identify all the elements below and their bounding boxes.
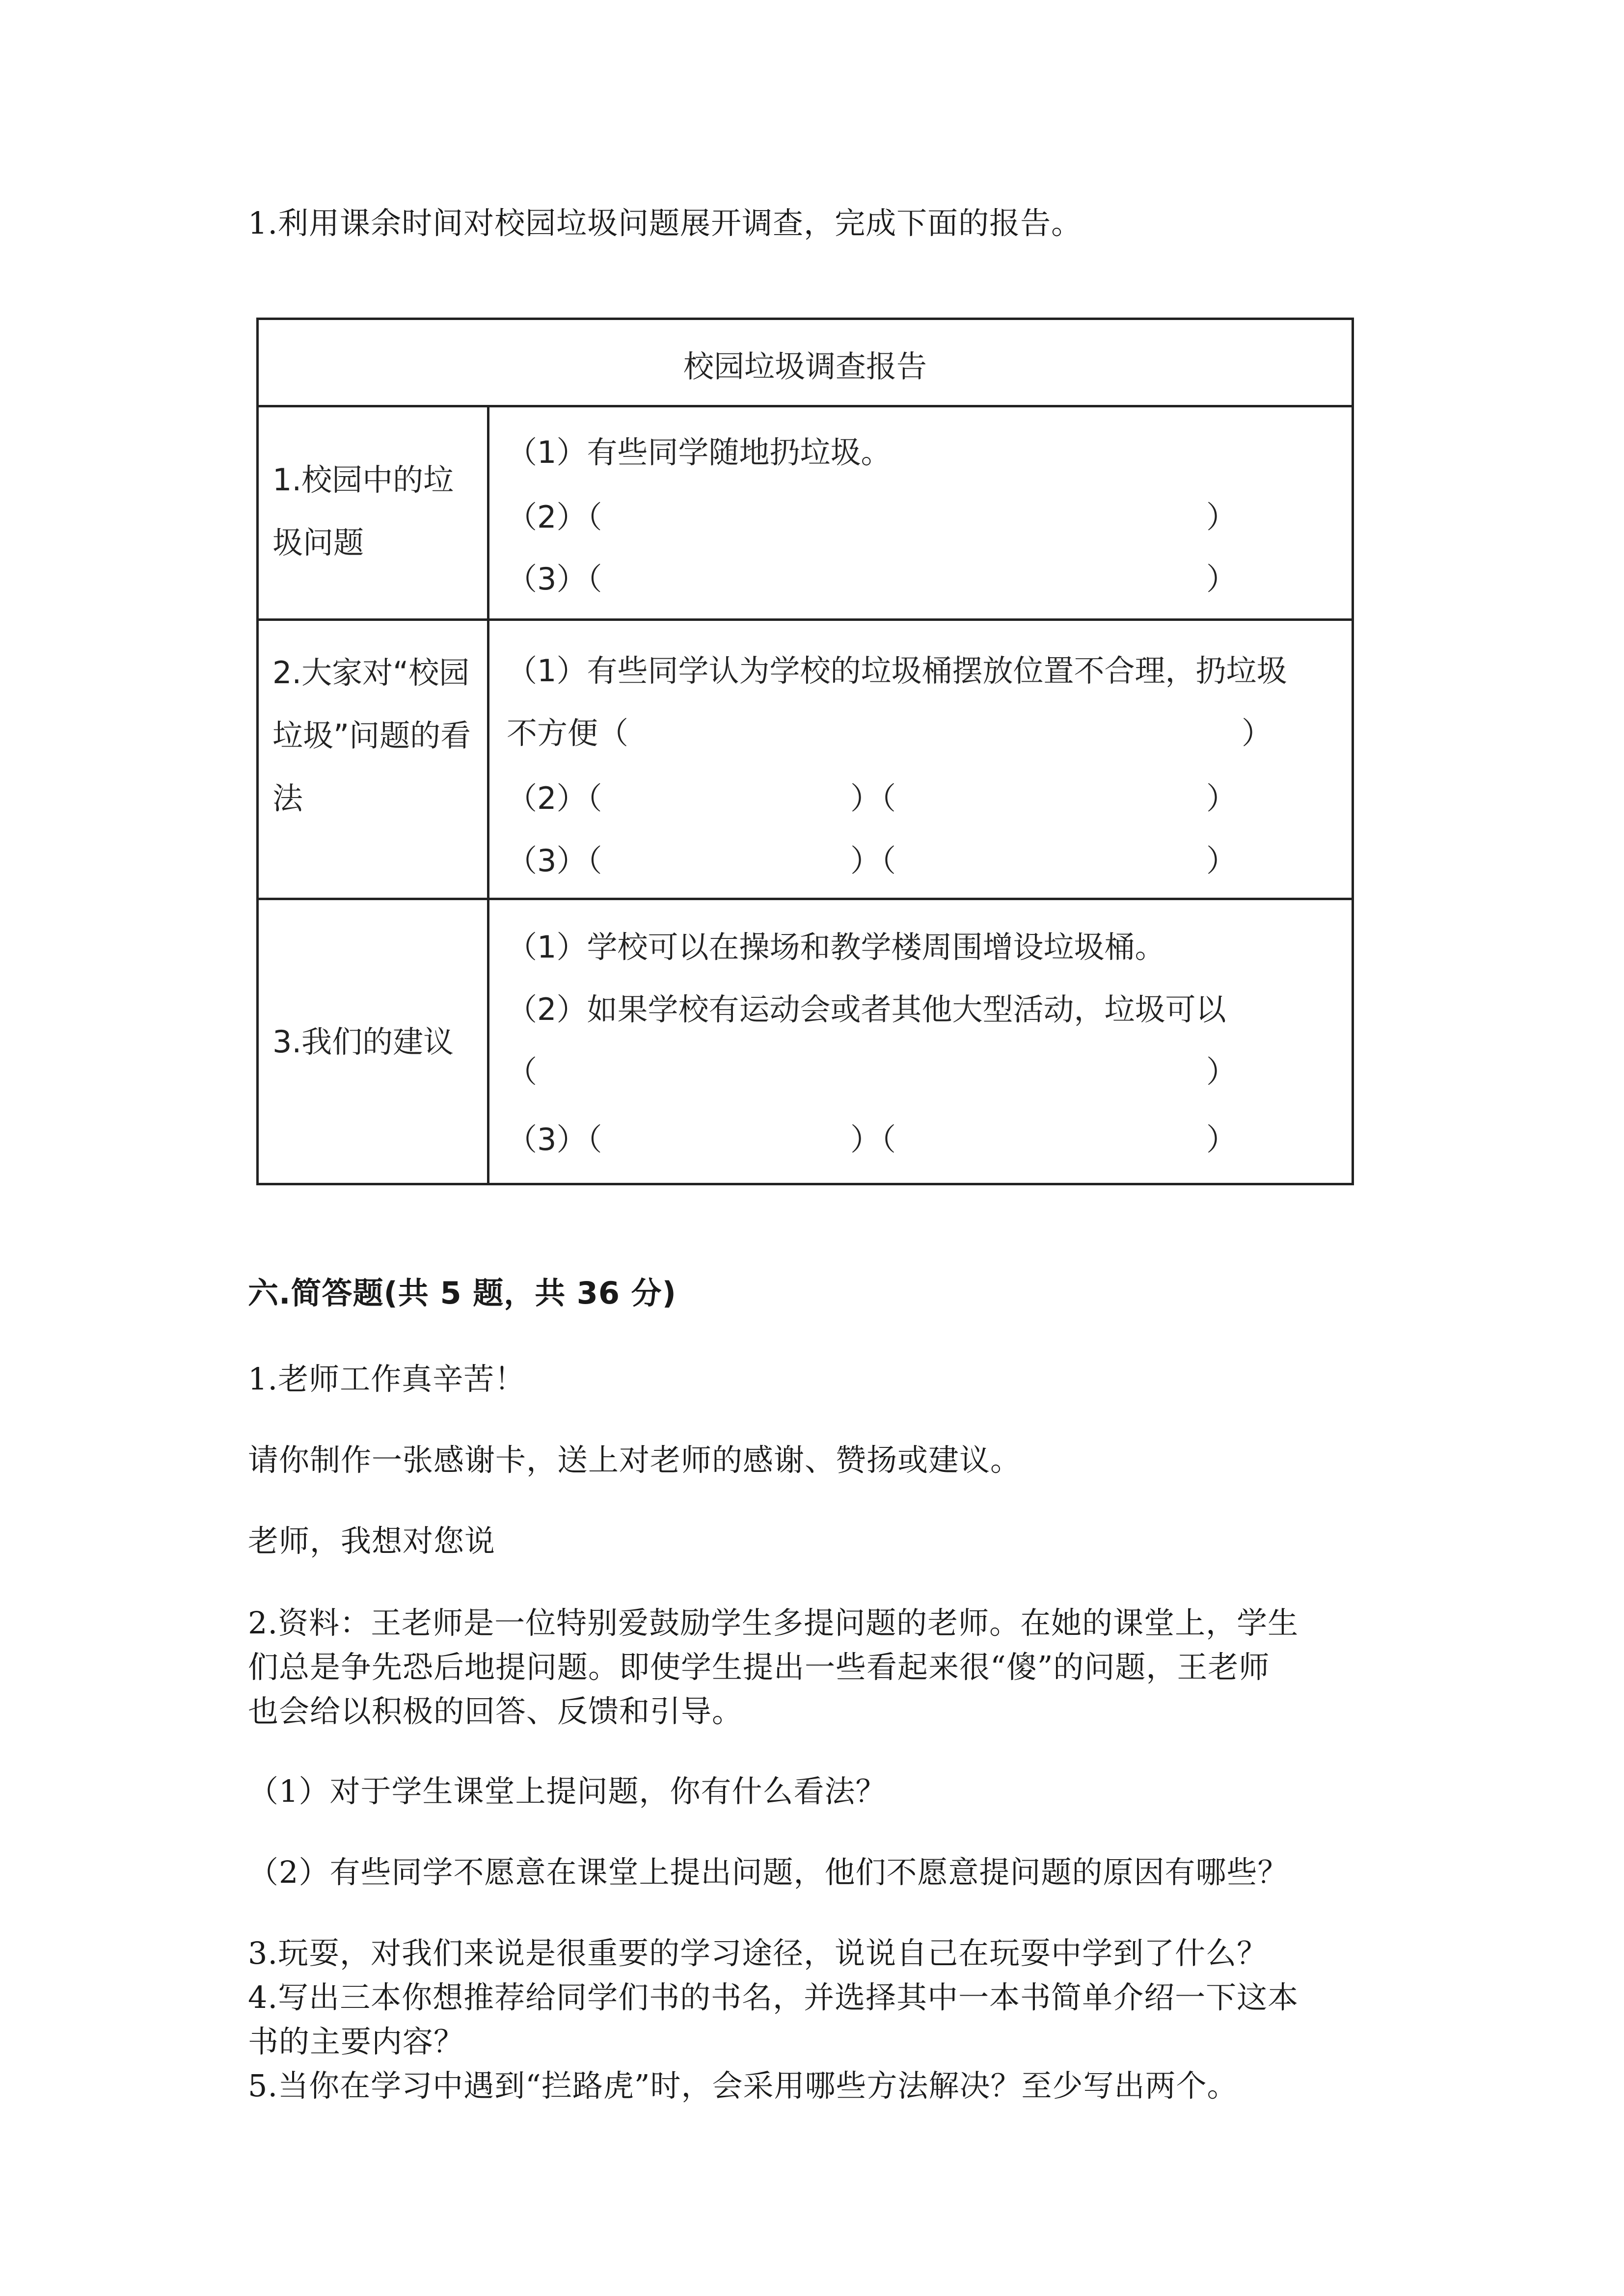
section-heading: 六.简答题(共 5 题，共 36 分) — [248, 1275, 677, 1311]
row3-blank-mid: ）（ — [850, 1121, 896, 1157]
survey-report-table — [256, 318, 1354, 1185]
row1-blank-open: （2）（ — [507, 499, 602, 535]
question-5: 5.当你在学习中遇到“拦路虎”时，会采用哪些方法解决？至少写出两个。 — [248, 2068, 1238, 2104]
row2-blank-close: ） — [1242, 715, 1272, 751]
row3-line1: （1）学校可以在操场和教学楼周围增设垃圾桶。 — [507, 929, 1165, 965]
table-divider — [259, 898, 1352, 900]
question-2-sub1: （1）对于学生课堂上提问题，你有什么看法？ — [248, 1773, 887, 1809]
row-label-garbage-problems: 1.校园中的垃圾问题 — [272, 462, 454, 561]
question-2-line2: 们总是争先恐后地提问题。即使学生提出一些看起来很“傻”的问题，王老师 — [248, 1649, 1270, 1685]
row1-blank-open: （3）（ — [507, 561, 602, 597]
question-1-card-text: 老师，我想对您说 — [248, 1523, 496, 1559]
row3-blank-close: ） — [1206, 1121, 1237, 1157]
table-divider — [259, 618, 1352, 621]
row1-blank-close: ） — [1206, 561, 1237, 597]
row3-line2: （2）如果学校有运动会或者其他大型活动，垃圾可以 — [507, 991, 1226, 1027]
table-column-divider — [487, 407, 489, 1183]
row3-blank-open: （3）（ — [507, 1121, 602, 1157]
row2-blank-mid: ）（ — [850, 780, 896, 816]
row-label-suggestions: 3.我们的建议 — [272, 1024, 454, 1060]
question-4-line1: 4.写出三本你想推荐给同学们书的书名，并选择其中一本书简单介绍一下这本 — [248, 1979, 1299, 2015]
row2-blank-close: ） — [1206, 843, 1237, 879]
question-intro: 1.利用课余时间对校园垃圾问题展开调查，完成下面的报告。 — [248, 205, 1083, 241]
row3-blank-close: ） — [1206, 1054, 1237, 1090]
row2-blank-mid: ）（ — [850, 843, 896, 879]
row2-blank-open: （2）（ — [507, 780, 602, 816]
question-1: 1.老师工作真辛苦！ — [248, 1361, 526, 1397]
table-title-text: 校园垃圾调查报告 — [683, 348, 927, 384]
question-1-prompt: 请你制作一张感谢卡，送上对老师的感谢、赞扬或建议。 — [248, 1442, 1022, 1478]
row2-blank-close: ） — [1206, 780, 1237, 816]
row3-blank-open: （ — [507, 1054, 538, 1090]
question-4-line2: 书的主要内容？ — [248, 2024, 465, 2059]
row-label-opinions-text: 2.大家对“校园垃圾”问题的看法 — [272, 655, 471, 816]
row2-line1: （1）有些同学认为学校的垃圾桶摆放位置不合理，扔垃圾 — [507, 653, 1287, 689]
question-2-sub2: （2）有些同学不愿意在课堂上提出问题，他们不愿意提问题的原因有哪些？ — [248, 1854, 1289, 1890]
row2-line1-cont: 不方便（ — [507, 715, 629, 751]
table-title — [259, 320, 1352, 407]
question-2-line1: 2.资料：王老师是一位特别爱鼓励学生多提问题的老师。在她的课堂上，学生 — [248, 1605, 1299, 1641]
row2-blank-open: （3）（ — [507, 843, 602, 879]
row1-line1: （1）有些同学随地扔垃圾。 — [507, 434, 892, 470]
table-divider — [259, 405, 1352, 407]
row1-blank-close: ） — [1206, 499, 1237, 535]
question-3: 3.玩耍，对我们来说是很重要的学习途径，说说自己在玩耍中学到了什么？ — [248, 1935, 1268, 1971]
question-2-line3: 也会给以积极的回答、反馈和引导。 — [248, 1693, 743, 1729]
